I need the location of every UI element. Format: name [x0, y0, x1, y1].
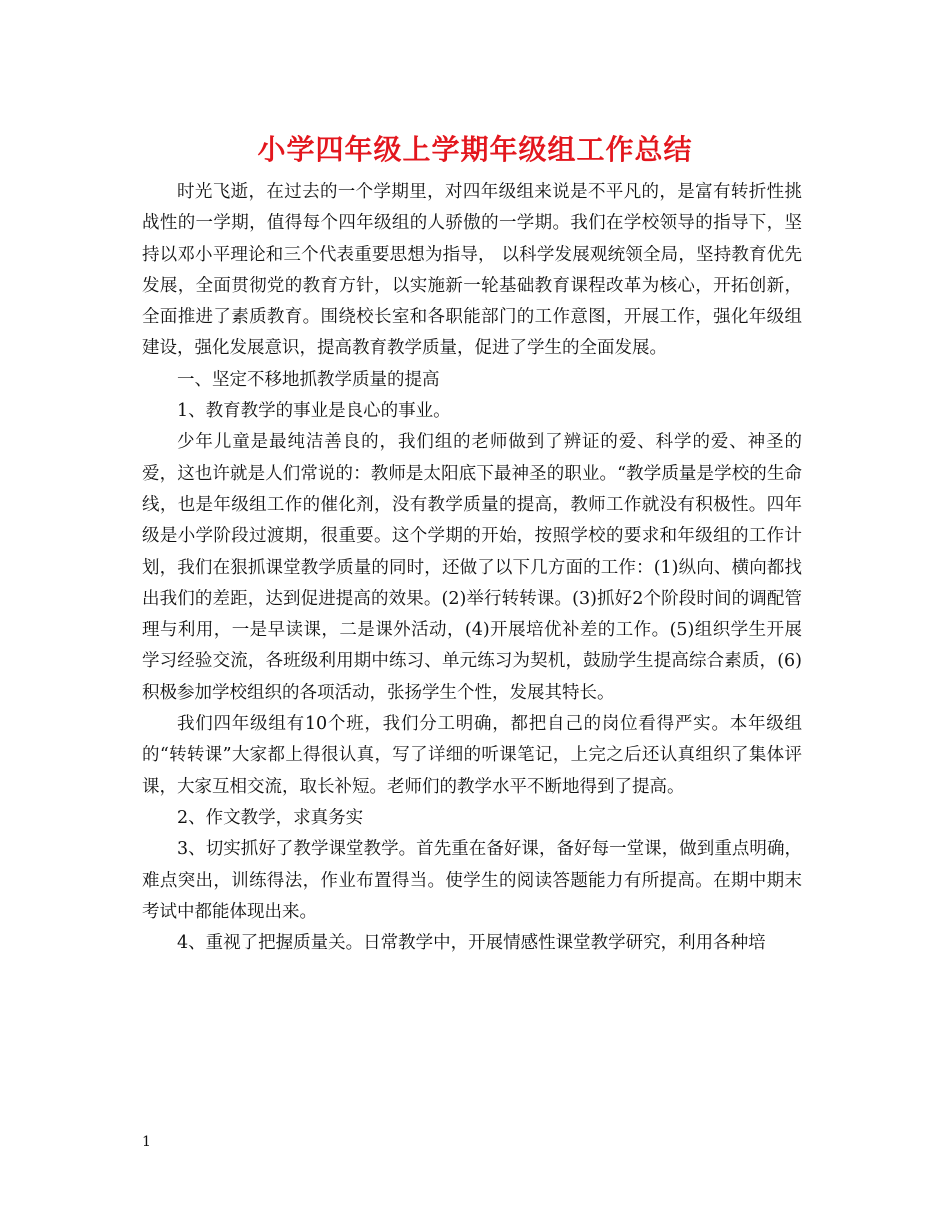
- subheading-1: 1、教育教学的事业是良心的事业。: [177, 401, 451, 422]
- paragraph-item-3: 3、切实抓好了教学课堂教学。首先重在备好课，备好每一堂课，做到重点明确，难点突出，训练得法，作业布置得当。使学生的阅读答题能力有所提高。在期中期末考试中都能体现出来。: [142, 839, 802, 922]
- page-title: 小学四年级上学期年级组工作总结: [257, 133, 693, 166]
- paragraph-item-4: 4、重视了把握质量关。日常教学中，开展情感性课堂教学研究，利用各种培: [177, 933, 766, 954]
- subheading-2: 2、作文教学，求真务实: [177, 807, 364, 828]
- document-body: [142, 177, 802, 959]
- paragraph-intro: 时光飞逝，在过去的一个学期里，对四年级组来说是不平凡的，是富有转折性挑战性的一学期，值得每个四年级组的人骄傲的一学期。我们在学校领导的指导下，坚持以邓小平理论和三个代表重要思想为指导， 以科学发展观统领全局，坚持教育优先发展，全面贯彻党的教育方针，以实施新一轮基础教育课程改革为核心，开拓创新，全面推进了素质教育。围绕校长室和各职能部门的工作意图，开展工作，强化年级组建设，强化发展意识，提高教育教学质量，促进了学生的全面发展。: [142, 182, 802, 359]
- section-heading-1: 一、坚定不移地抓教学质量的提高: [177, 369, 440, 390]
- page-number: 1: [142, 1134, 151, 1150]
- paragraph-teaching-quality: 少年儿童是最纯洁善良的，我们组的老师做到了辨证的爱、科学的爱、神圣的爱，这也许就是人们常说的：教师是太阳底下最神圣的职业。“教学质量是学校的生命线，也是年级组工作的催化剂，没有教学质量的提高，教师工作就没有积极性。四年级是小学阶段过渡期，很重要。这个学期的开始，按照学校的要求和年级组的工作计划，我们在狠抓课堂教学质量的同时，还做了以下几方面的工作：(1)纵向、横向都找出我们的差距，达到促进提高的效果。(2)举行转转课。(3)抓好2个阶段时间的调配管理与利用，一是早读课，二是课外活动，(4)开展培优补差的工作。(5)组织学生开展学习经验交流，各班级利用期中练习、单元练习为契机，鼓励学生提高综合素质，(6)积极参加学校组织的各项活动，张扬学生个性，发展其特长。: [142, 432, 802, 703]
- paragraph-classes: 我们四年级组有10个班，我们分工明确，都把自己的岗位看得严实。本年级组的“转转课”大家都上得很认真，写了详细的听课笔记，上完之后还认真组织了集体评课，大家互相交流，取长补短。老师们的教学水平不断地得到了提高。: [142, 714, 802, 797]
